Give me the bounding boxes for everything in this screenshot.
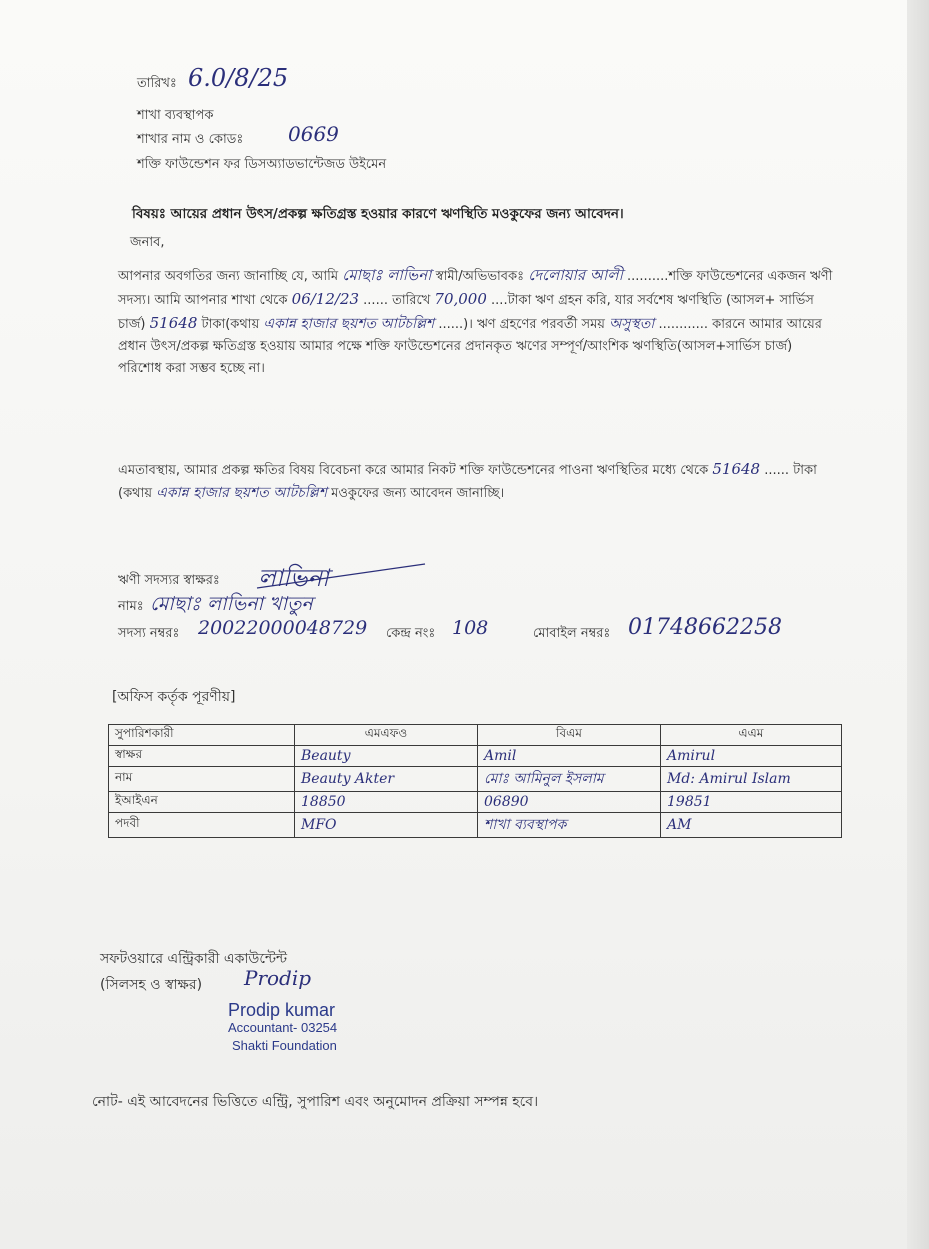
branch-code: 0669 <box>288 122 339 146</box>
member-signature: লাভিনা <box>258 564 329 592</box>
p2-text-3: মওকুফের জন্য আবেদন জানাচ্ছি। <box>331 486 505 501</box>
p1-text-7: ......)। ঋণ গ্রহণের পরবর্তী সময় <box>438 317 605 332</box>
col-header: এমএফও <box>295 725 478 746</box>
p2-text-1: এমতাবস্থায়, আমার প্রকল্প ক্ষতির বিষয় বিবেচনা করে আমার নিকট শক্তি ফাউন্ডেশনের পাওনা ঋণস্থিতির মধ্যে থেকে <box>118 463 709 478</box>
am-signature: Amirul <box>661 746 842 767</box>
p1-text-3: ..........শক্তি ফাউন্ডেশনের একজন ঋণী সদস্য। আমি আপনার শাখা থেকে <box>118 269 833 308</box>
col-header: এএম <box>661 725 842 746</box>
waive-amount: 51648 <box>712 460 761 478</box>
loan-date: 06/12/23 <box>291 290 360 308</box>
stamp-title: Accountant- 03254 <box>228 1020 338 1035</box>
bm-signature: Amil <box>478 746 661 767</box>
am-designation: AM <box>661 813 842 838</box>
guardian-name: দেলোয়ার আলী <box>528 266 623 284</box>
member-signature-stroke <box>255 560 435 592</box>
recipient: শাখা ব্যবস্থাপক <box>137 108 214 123</box>
footer-note: নোট- এই আবেদনের ভিত্তিতে এন্ট্রি, সুপারিশ এবং অনুমোদন প্রক্রিয়া সম্পন্ন হবে। <box>92 1094 539 1110</box>
bm-designation: শাখা ব্যবস্থাপক <box>478 813 661 838</box>
paragraph-1 <box>118 264 838 380</box>
mfo-name: Beauty Akter <box>295 767 478 792</box>
date-value: 6.0/8/25 <box>188 64 289 92</box>
p1-text-8: ............ কারনে আমার আয়ের প্রধান উৎস/প্রকল্প ক্ষতিগ্রস্ত হওয়ায় আমার পক্ষে শক্তি ফাউন্ডেশনের প্রদানকৃত ঋণের সম্পূর্ণ/আংশিক ঋণস্থিতি(আসল+সার্ভিস চার্জ) পরিশোধ করা সম্ভব হচ্ছে না। <box>118 317 822 376</box>
p2-text-2: ...... টাকা (কথায় <box>118 463 817 501</box>
center-label: কেন্দ্র নংঃ <box>386 626 436 641</box>
applicant-name: মোছাঃ লাভিনা <box>342 266 432 284</box>
am-name: Md: Amirul Islam <box>661 767 842 792</box>
member-name-value: মোছাঃ লাভিনা খাতুন <box>150 593 313 615</box>
bm-ein: 06890 <box>478 792 661 813</box>
balance-words: একান্ন হাজার ছয়শত আটচল্লিশ <box>263 316 435 332</box>
stamp-org: Shakti Foundation <box>232 1038 337 1053</box>
organization: শক্তি ফাউন্ডেশন ফর ডিসঅ্যাডভান্টেজড উইমেন <box>137 157 387 172</box>
p1-text-2: স্বামী/অভিভাবকঃ <box>435 269 525 284</box>
loss-reason: অসুস্থতা <box>609 316 655 332</box>
p1-text-5: ....টাকা ঋণ গ্রহন করি, যার সর্বশেষ ঋণস্থিতি (আসল+ সার্ভিস চার্জ) <box>118 293 814 332</box>
am-ein: 19851 <box>661 792 842 813</box>
approval-table <box>108 724 842 838</box>
paragraph-2 <box>118 458 838 505</box>
table-row <box>109 767 842 792</box>
loan-amount: 70,000 <box>434 290 487 308</box>
mobile-value: 01748662258 <box>628 615 782 640</box>
accountant-signature: Prodip <box>244 966 312 990</box>
subject-line: বিষয়ঃ আয়ের প্রধান উৎস/প্রকল্প ক্ষতিগ্রস্ত হওয়ার কারণে ঋণস্থিতি মওকুফের জন্য আবেদন। <box>132 206 624 222</box>
stamp-name: Prodip kumar <box>228 1000 336 1020</box>
mfo-designation: MFO <box>295 813 478 838</box>
waive-words: একান্ন হাজার ছয়শত আটচল্লিশ <box>156 485 327 501</box>
p1-text-6: টাকা(কথায় <box>201 317 260 332</box>
row-label: পদবী <box>109 813 295 838</box>
center-value: 108 <box>452 617 489 639</box>
balance-amount: 51648 <box>149 314 198 332</box>
paper-edge-shadow <box>907 0 929 1249</box>
row-label: ইআইএন <box>109 792 295 813</box>
member-name-label: নামঃ <box>118 599 144 614</box>
p1-text-4: ...... তারিখে <box>363 293 431 308</box>
mobile-label: মোবাইল নম্বরঃ <box>533 626 611 641</box>
date-label: তারিখঃ <box>137 76 177 91</box>
salutation: জনাব, <box>130 235 165 250</box>
col-header: বিএম <box>478 725 661 746</box>
branch-label: শাখার নাম ও কোডঃ <box>137 132 244 147</box>
table-row <box>109 813 842 838</box>
member-id-value: 20022000048729 <box>198 617 368 639</box>
member-sign-label: ঋণী সদস্যর স্বাক্ষরঃ <box>118 573 220 588</box>
mfo-signature: Beauty <box>295 746 478 767</box>
col-header: সুপারিশকারী <box>109 725 295 746</box>
p1-text-1: আপনার অবগতির জন্য জানাচ্ছি যে, আমি <box>118 269 339 284</box>
row-label: স্বাক্ষর <box>109 746 295 767</box>
table-row <box>109 792 842 813</box>
bm-name: মোঃ আমিনুল ইসলাম <box>478 767 661 792</box>
member-id-label: সদস্য নম্বরঃ <box>118 626 180 641</box>
accountant-line-2: (সিলসহ ও স্বাক্ষর) <box>100 977 203 993</box>
mfo-ein: 18850 <box>295 792 478 813</box>
accountant-line-1: সফটওয়ারে এন্ট্রিকারী একাউন্টেন্ট <box>100 951 287 967</box>
office-label: [অফিস কর্তৃক পূরণীয়] <box>112 689 236 705</box>
table-header-row <box>109 725 842 746</box>
row-label: নাম <box>109 767 295 792</box>
table-row <box>109 746 842 767</box>
